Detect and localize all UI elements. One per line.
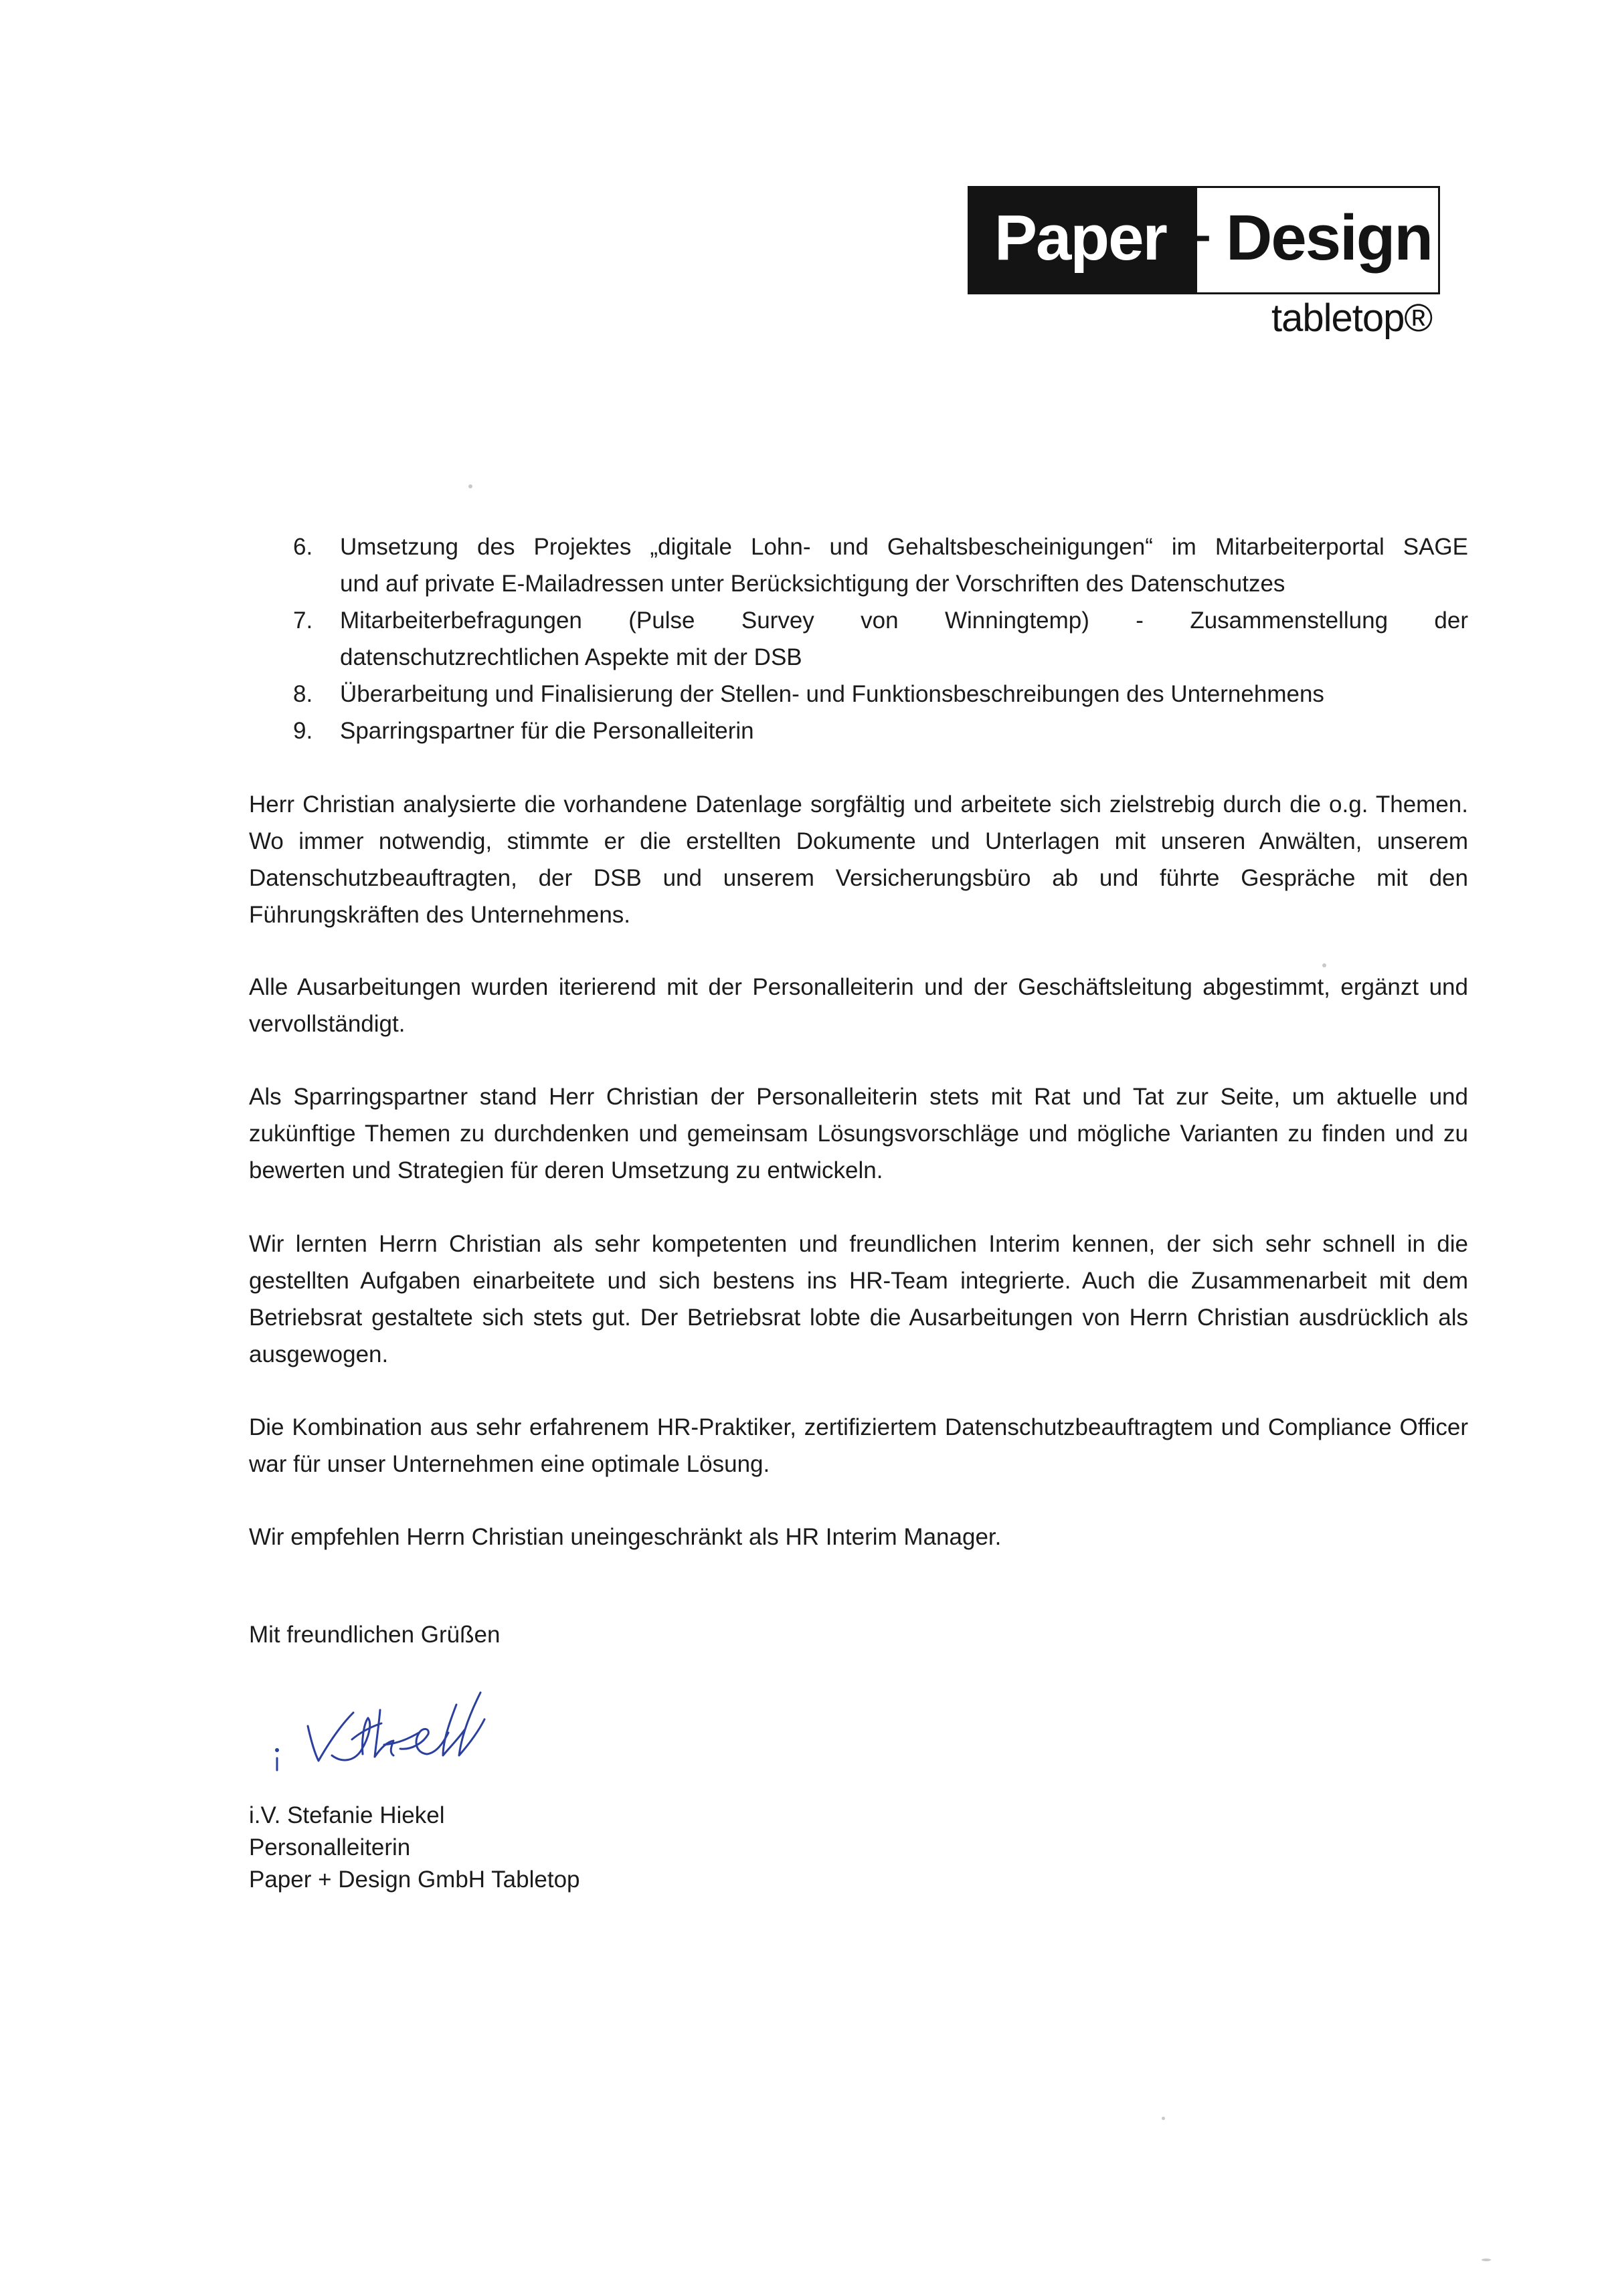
list-item-text: Sparringspartner für die Personalleiterin — [340, 718, 754, 744]
list-item-text: Umsetzung des Projektes „digitale Lohn- und Gehaltsbescheinigungen“ im Mitarbeiterportal SAGE — [340, 534, 1468, 560]
list-item-number: 9. — [293, 718, 313, 744]
signer-name: i.V. Stefanie Hiekel — [249, 1802, 445, 1828]
logo-plus-icon: + — [1170, 197, 1213, 279]
paragraph-recommendation: Wir empfehlen Herrn Christian uneingeschränkt als HR Interim Manager. — [249, 1524, 1002, 1550]
scan-speck — [1162, 2117, 1165, 2120]
logo-word-design: Design — [1226, 202, 1433, 274]
signer-company: Paper + Design GmbH Tabletop — [249, 1867, 580, 1893]
paragraph-combination: Die Kombination aus sehr erfahrenem HR-Praktiker, zertifiziertem Datenschutzbeauftragtem und Compliance Officer war für unser Unternehmen eine optimale Lösung. — [249, 1414, 1468, 1477]
list-item-text: Mitarbeiterbefragungen (Pulse Survey von Winningtemp) - Zusammenstellung der — [340, 607, 1468, 634]
closing-greeting: Mit freundlichen Grüßen — [249, 1622, 501, 1648]
list-item-number: 6. — [293, 534, 313, 560]
scan-speck — [468, 484, 472, 488]
list-item — [249, 712, 1468, 749]
list-item — [249, 602, 1468, 676]
list-item-number: 8. — [293, 681, 313, 707]
scan-speck — [1482, 2259, 1491, 2261]
logo-word-paper: Paper — [994, 202, 1166, 274]
company-logo — [968, 186, 1443, 340]
list-item-text: und auf private E-Mailadressen unter Berücksichtigung der Vorschriften des Datenschutzes — [340, 571, 1285, 597]
signer-role: Personalleiterin — [249, 1834, 411, 1860]
logo-tagline: tabletop® — [1271, 296, 1433, 340]
paragraph-iteration: Alle Ausarbeitungen wurden iterierend mit der Personalleiterin und der Geschäftsleitung abgestimmt, ergänzt und vervollständigt. — [249, 974, 1468, 1037]
list-item — [249, 676, 1468, 712]
task-list — [249, 529, 1468, 749]
scan-speck — [1322, 963, 1326, 967]
paragraph-sparring: Als Sparringspartner stand Herr Christian der Personalleiterin stets mit Rat und Tat zur Seite, um aktuelle und zukünftige Themen zu durchdenken und gemeinsam Lösungsvorschläge und mögliche Varianten zu finden und zu bewerten und Strategien für deren Umsetzung zu entwickeln. — [249, 1084, 1468, 1183]
signature-icon — [268, 1686, 549, 1786]
paragraph-evaluation: Wir lernten Herrn Christian als sehr kompetenten und freundlichen Interim kennen, der sich sehr schnell in die gestellten Aufgaben einarbeitete und sich bestens ins HR-Team integrierte. Auch die Zusammenarbeit mit dem Betriebsrat gestaltete sich stets gut. Der Betriebsrat lobte die Ausarbeitungen von Herrn Christian ausdrücklich als ausgewogen. — [249, 1231, 1468, 1367]
list-item-text: datenschutzrechtlichen Aspekte mit der DSB — [340, 644, 802, 670]
list-item-text: Überarbeitung und Finalisierung der Stellen- und Funktionsbeschreibungen des Unternehmens — [340, 681, 1324, 707]
list-item — [249, 529, 1468, 602]
paragraph-analysis: Herr Christian analysierte die vorhandene Datenlage sorgfältig und arbeitete sich zielstrebig durch die o.g. Themen. Wo immer notwendig, stimmte er die erstellten Dokumente und Unterlagen mit unseren Anwälten, unserem Datenschutzbeauftragten, der DSB und unserem Versicherungsbüro ab und führte Gespräche mit den Führungskräften des Unternehmens. — [249, 791, 1468, 928]
list-item-number: 7. — [293, 607, 313, 634]
